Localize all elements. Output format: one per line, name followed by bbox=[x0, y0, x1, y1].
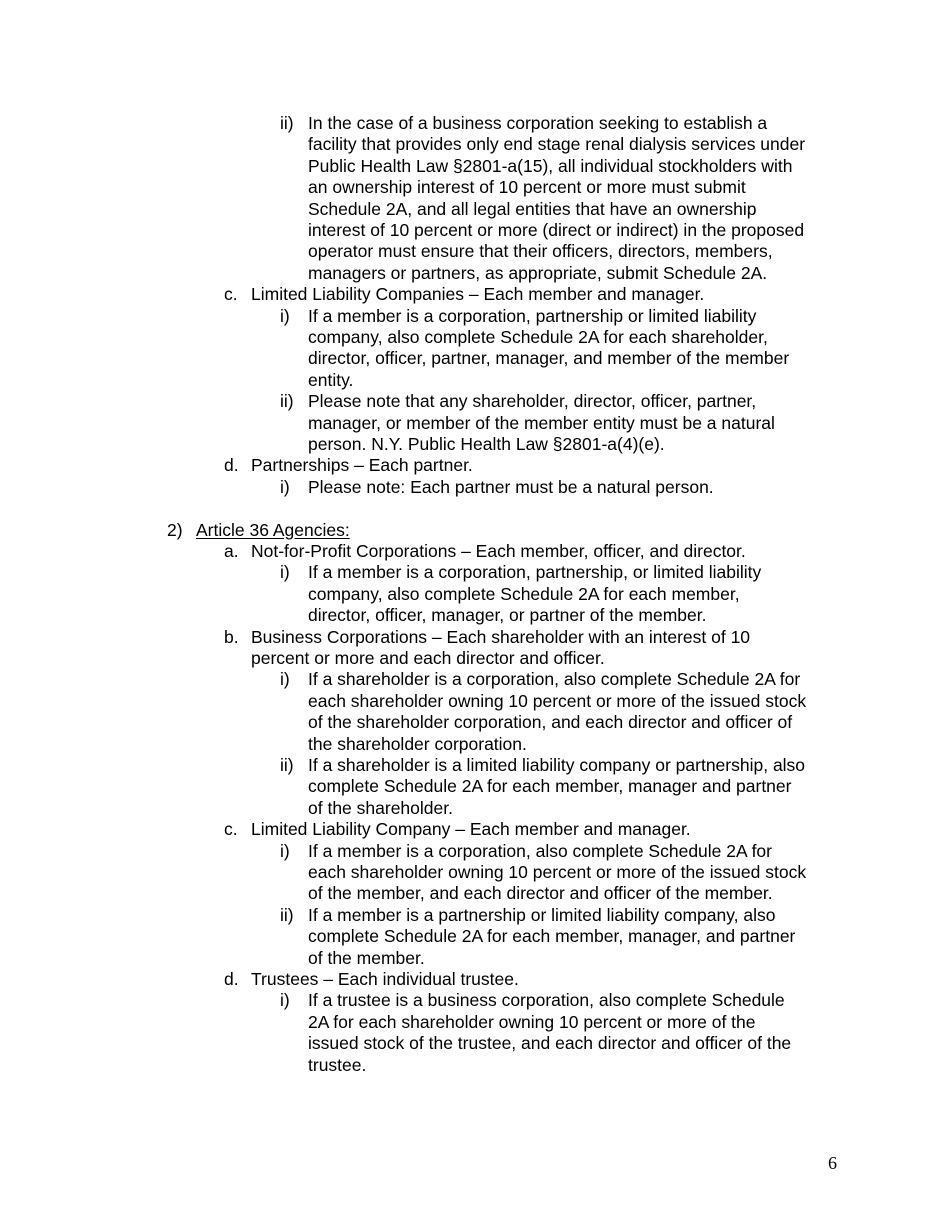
list-item-text: interest of 10 percent or more (direct or indirect) in the proposed bbox=[308, 220, 805, 240]
list-item-text: the shareholder corporation. bbox=[308, 733, 527, 754]
list-item-text: company, also complete Schedule 2A for each member, bbox=[308, 583, 740, 604]
list-item-text: Trustees – Each individual trustee. bbox=[251, 969, 519, 989]
list-marker: c. bbox=[224, 819, 238, 840]
list-item-text: Partnerships – Each partner. bbox=[251, 455, 473, 476]
list-item-text: Public Health Law §2801-a(15), all individual stockholders with bbox=[308, 155, 793, 176]
list-item-text: of the shareholder. bbox=[308, 797, 453, 818]
list-item-text: company, also complete Schedule 2A for each shareholder, bbox=[308, 327, 768, 347]
list-item-text: percent or more and each director and officer. bbox=[251, 648, 605, 668]
list-item-text: entity. bbox=[308, 369, 354, 390]
list-marker: i) bbox=[280, 305, 290, 326]
list-item-text: managers or partners, as appropriate, submit Schedule 2A. bbox=[308, 262, 768, 283]
list-item-text: Please note: Each partner must be a natural person. bbox=[308, 476, 714, 497]
list-item-text: If a trustee is a business corporation, also complete Schedule bbox=[308, 990, 785, 1011]
list-item-text: If a shareholder is a limited liability company or partnership, also bbox=[308, 755, 806, 775]
list-item-text: 2A for each shareholder owning 10 percent or more of the bbox=[308, 1011, 756, 1032]
list-marker: a. bbox=[224, 541, 239, 561]
page-number: 6 bbox=[828, 1153, 837, 1173]
list-marker: i) bbox=[280, 990, 290, 1011]
list-item-text: If a shareholder is a corporation, also complete Schedule 2A for bbox=[308, 669, 801, 690]
list-marker: i) bbox=[280, 476, 290, 497]
list-item-text: trustee. bbox=[308, 1054, 367, 1075]
list-item-text: facility that provides only end stage renal dialysis services under bbox=[308, 134, 806, 155]
list-marker: ii) bbox=[280, 755, 294, 775]
list-item-text: manager, or member of the member entity must be a natural bbox=[308, 412, 775, 433]
list-item-text: Not-for-Profit Corporations – Each member, officer, and director. bbox=[251, 541, 746, 561]
section-title: Article 36 Agencies: bbox=[196, 519, 350, 540]
list-item-text: of the shareholder corporation, and each director and officer of bbox=[308, 712, 793, 733]
list-item-text: each shareholder owning 10 percent or more of the issued stock bbox=[308, 862, 807, 882]
list-marker: i) bbox=[280, 669, 290, 690]
list-item-text: If a member is a corporation, partnership, or limited liability bbox=[308, 562, 762, 583]
list-marker: c. bbox=[224, 284, 238, 305]
list-item-text: an ownership interest of 10 percent or more must submit bbox=[308, 177, 746, 198]
list-item-text: In the case of a business corporation seeking to establish a bbox=[308, 113, 768, 133]
list-item-text: issued stock of the trustee, and each director and officer of the bbox=[308, 1033, 792, 1054]
list-item-text: director, officer, partner, manager, and member of the member bbox=[308, 348, 790, 369]
list-item-text: If a member is a partnership or limited liability company, also bbox=[308, 904, 776, 925]
list-item-text: director, officer, manager, or partner of the member. bbox=[308, 605, 707, 626]
list-item-text: each shareholder owning 10 percent or more of the issued stock bbox=[308, 690, 807, 711]
list-marker: b. bbox=[224, 626, 239, 647]
list-item-text: Limited Liability Companies – Each member and manager. bbox=[251, 284, 705, 305]
list-marker: d. bbox=[224, 455, 239, 476]
list-item-text: Please note that any shareholder, director, officer, partner, bbox=[308, 391, 757, 412]
list-item-text: complete Schedule 2A for each member, manager and partner bbox=[308, 776, 792, 797]
list-item-text: of the member. bbox=[308, 947, 425, 968]
list-marker: ii) bbox=[280, 113, 294, 133]
list-item-text: operator must ensure that their officers, directors, members, bbox=[308, 241, 773, 262]
list-marker: d. bbox=[224, 969, 239, 989]
list-item-text: complete Schedule 2A for each member, manager, and partner bbox=[308, 926, 796, 947]
list-marker: ii) bbox=[280, 391, 294, 412]
list-item-text: Business Corporations – Each shareholder with an interest of 10 bbox=[251, 626, 751, 647]
list-marker: i) bbox=[280, 840, 290, 861]
list-item-text: If a member is a corporation, also complete Schedule 2A for bbox=[308, 840, 772, 861]
list-item-text: Schedule 2A, and all legal entities that have an ownership bbox=[308, 198, 757, 219]
section-marker: 2) bbox=[167, 519, 183, 540]
list-marker: ii) bbox=[280, 904, 294, 925]
list-item-text: Limited Liability Company – Each member and manager. bbox=[251, 819, 691, 840]
list-marker: i) bbox=[280, 562, 290, 583]
list-item-text: person. N.Y. Public Health Law §2801-a(4)(e). bbox=[308, 434, 665, 454]
list-item-text: of the member, and each director and officer of the member. bbox=[308, 883, 773, 904]
list-item-text: If a member is a corporation, partnership or limited liability bbox=[308, 305, 757, 326]
